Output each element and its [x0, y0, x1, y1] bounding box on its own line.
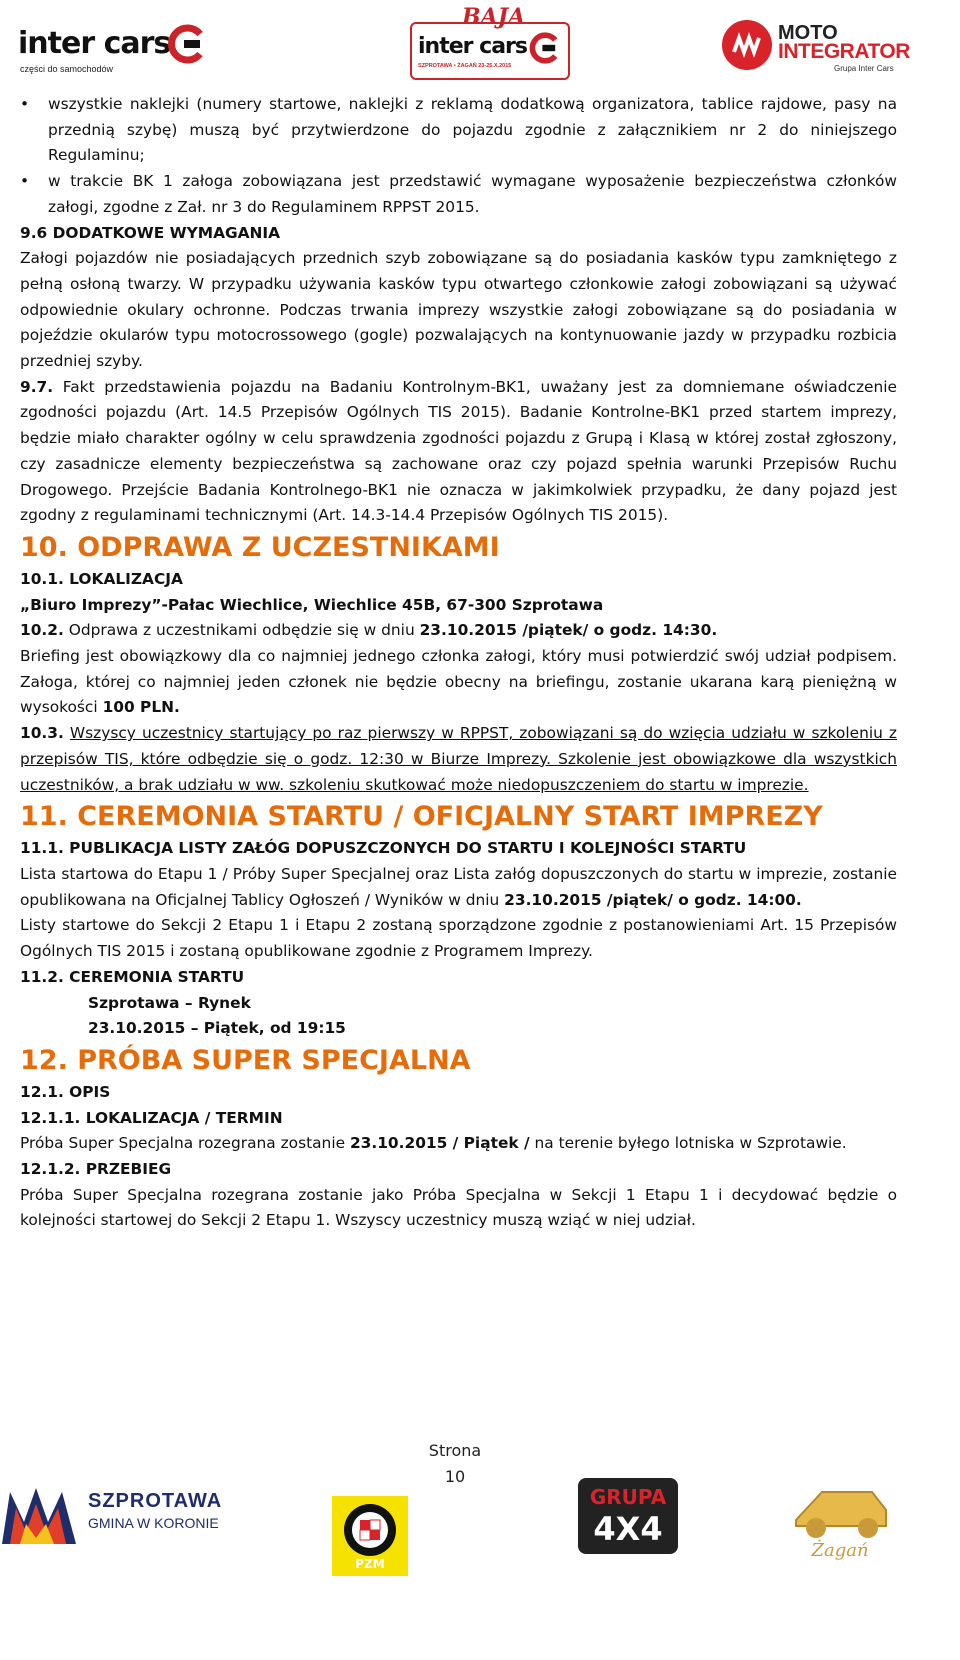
section-number: 9.7. — [20, 377, 54, 396]
training-text: Wszyscy uczestnicy startujący po raz pierwszy w RPPST, zobowiązani są do wzięcia udziału w szkoleniu z przepisów TIS, które odbędzie się o godz. 12:30 w Biurze Imprezy. Szkolenie jest obowiązkowe dla wszystkich uczestników, a brak udziału w ww. szkoleniu skutkować może niedopuszczeniem do startu w imprezie. — [20, 724, 897, 794]
zagan-label: Żagań — [811, 1540, 869, 1560]
section-text-9-6: Załogi pojazdów nie posiadających przednich szyb zobowiązane są do posiadania kasków typu zamkniętego z pełną osłoną twarzy. W przypadku używania kasków typu otwartego członkowie załogi zobowiązani są używać odpowiednie okulary ochronne. Podczas trwania imprezy wszystkie załogi zobowiązane są do posiadania w pojeździe okularów typu motocrossowego (gogle) pozwalających na kontynuowanie jazdy w przypadku rozbicia przedniej szyby. — [20, 249, 897, 371]
section-heading-12-1-2: 12.1.2. PRZEBIEG — [20, 1160, 172, 1179]
bullet-text: wszystkie naklejki (numery startowe, naklejki z reklamą dodatkową organizatora, tablice rajdowe, pasy na przednią szybę) muszą być przytwierdzone do pojazdu zgodnie z załącznikiem nr 2 do niniejszego Regulaminu; — [48, 95, 897, 165]
pzm-label: PZM — [355, 1557, 385, 1571]
ceremony-place: Szprotawa – Rynek — [88, 993, 251, 1012]
briefing-date: 23.10.2015 /piątek/ o godz. 14:30. — [419, 621, 718, 640]
page-number-value: 10 — [444, 1467, 466, 1486]
zagan-logo — [782, 1470, 900, 1560]
page-label: Strona — [428, 1441, 482, 1460]
briefing-paragraph — [20, 644, 897, 721]
pzm-emblem-icon — [332, 1496, 408, 1576]
zagan-jeep-icon — [782, 1470, 900, 1560]
szprotawa-sub: GMINA W KORONIE — [88, 1515, 219, 1531]
section-heading-12-1-1: 12.1.1. LOKALIZACJA / TERMIN — [20, 1108, 283, 1127]
list-item — [20, 92, 897, 169]
grupa-4x4-badge-icon — [572, 1470, 684, 1560]
baja-c-icon — [528, 32, 560, 64]
chapter-heading-11: 11. CEREMONIA STARTU / OFICJALNY START IMPREZY — [20, 801, 823, 833]
section-heading-11-2: 11.2. CEREMONIA STARTU — [20, 967, 245, 986]
integrator-wordmark: INTEGRATOR — [778, 40, 910, 63]
section-heading-12-1: 12.1. OPIS — [20, 1082, 111, 1101]
fine-amount: 100 PLN. — [102, 698, 180, 717]
ceremony-date: 23.10.2015 – Piątek, od 19:15 — [88, 1019, 346, 1038]
section-11-1 — [20, 862, 897, 913]
section-text: Fakt przedstawienia pojazdu na Badaniu Kontrolnym-BK1, uważany jest za domniemane oświadczenie zgodności pojazdu (Art. 14.5 Przepisów Ogólnych TIS 2015). Badanie Kontrolne-BK1 przed startem imprezy, będzie miało charakter ogólny w celu sprawdzenia zgodności pojazdu z Grupą i Klasą w której został zgłoszony, czy zasadnicze elementy bezpieczeństwa są zachowane oraz czy pojazd spełnia warunki Przepisów Ruchu Drogowego. Przejście Badania Kontrolnego-BK1 nie oznacza w jakimkolwiek przypadku, że dany pojazd jest zgodny z regulaminami technicznymi (Art. 14.3-14.4 Przepisów Ogólnych TIS 2015). — [20, 377, 897, 525]
szprotawa-logo — [0, 1482, 250, 1552]
szprotawa-name: SZPROTAWA — [88, 1490, 223, 1512]
venue-address: „Biuro Imprezy”-Pałac Wiechlice, Wiechlice 45B, 67-300 Szprotawa — [20, 595, 604, 614]
section-text: Odprawa z uczestnikami odbędzie się w dniu — [63, 621, 420, 640]
moto-integrator-icon — [722, 20, 772, 70]
section-heading-10-1: 10.1. LOKALIZACJA — [20, 569, 183, 588]
section-text: Próba Super Specjalna rozegrana zostanie — [20, 1134, 350, 1153]
section-12-1-1 — [20, 1131, 897, 1157]
section-text: na terenie byłego lotniska w Szprotawie. — [529, 1134, 847, 1153]
publication-date: 23.10.2015 /piątek/ o godz. 14:00. — [504, 890, 802, 909]
chapter-heading-10: 10. ODPRAWA Z UCZESTNIKAMI — [20, 531, 500, 563]
szprotawa-crown-icon — [0, 1482, 84, 1552]
inter-cars-wordmark: inter cars — [18, 26, 171, 61]
inter-cars-c-icon — [166, 24, 206, 64]
section-12-1-2: Próba Super Specjalna rozegrana zostanie jako Próba Specjalna w Sekcji 1 Etapu 1 i decydować będzie o kolejności startowej do Sekcji 2 Etapu 1. Wszyscy uczestnicy muszą wziąć w niej udział. — [20, 1185, 897, 1230]
section-text: Lista startowa do Etapu 1 / Próby Super Specjalnej oraz Lista załóg dopuszczonych do startu w imprezie, zostanie opublikowana na Oficjalnej Tablicy Ogłoszeń / Wyników w dniu — [20, 864, 897, 909]
pzm-logo — [332, 1496, 408, 1576]
section-heading-11-1: 11.1. PUBLIKACJA LISTY ZAŁÓG DOPUSZCZONYCH DO STARTU I KOLEJNOŚCI STARTU — [20, 839, 747, 858]
baja-title: BAJA — [462, 4, 526, 30]
section-heading-9-6: 9.6 DODATKOWE WYMAGANIA — [20, 223, 281, 242]
list-item — [20, 169, 897, 220]
chapter-heading-12: 12. PRÓBA SUPER SPECJALNA — [20, 1044, 471, 1076]
section-10-3 — [20, 721, 897, 798]
document-body — [20, 92, 897, 1234]
page-number — [420, 1438, 490, 1490]
moto-tagline: Grupa Inter Cars — [834, 64, 894, 73]
sss-date: 23.10.2015 / Piątek / — [349, 1134, 530, 1153]
baja-wordmark: inter cars — [418, 34, 527, 59]
section-number: 10.2. — [20, 621, 64, 640]
baja-dates: SZPROTAWA • ŻAGAŃ 23-25.X.2015 — [418, 63, 512, 69]
section-number: 10.3. — [20, 724, 64, 743]
baja-inter-cars-logo — [410, 4, 570, 78]
grupa-4x4-logo — [572, 1470, 684, 1560]
bullet-icon: • — [20, 95, 30, 113]
grupa-label: GRUPA — [589, 1485, 667, 1509]
section-10-2 — [20, 618, 897, 644]
moto-wordmark: MOTO — [778, 22, 838, 44]
inter-cars-logo — [18, 22, 208, 78]
briefing-text: Briefing jest obowiązkowy dla co najmniej jednego członka załogi, który musi potwierdzić swój udział podpisem. Załoga, której co najmniej jeden członek nie będzie obecny na briefingu, zostanie ukarana karą pieniężną w wysokości — [20, 647, 897, 717]
moto-integrator-logo — [722, 16, 910, 78]
grupa-4x4-label: 4X4 — [593, 1510, 663, 1548]
inter-cars-tagline: części do samochodów — [20, 64, 114, 74]
bullet-text: w trakcie BK 1 załoga zobowiązana jest przedstawić wymagane wyposażenie bezpieczeństwa członków załogi, zgodne z Zał. nr 3 do Regulaminem RPPST 2015. — [48, 172, 897, 216]
section-9-7 — [20, 375, 897, 529]
section-11-1-p2: Listy startowe do Sekcji 2 Etapu 1 i Etapu 2 zostaną sporządzone zgodnie z postanowieniami Art. 15 Przepisów Ogólnych TIS 2015 i zostaną opublikowane zgodnie z Programem Imprezy. — [20, 916, 897, 961]
bullet-icon: • — [20, 172, 30, 191]
